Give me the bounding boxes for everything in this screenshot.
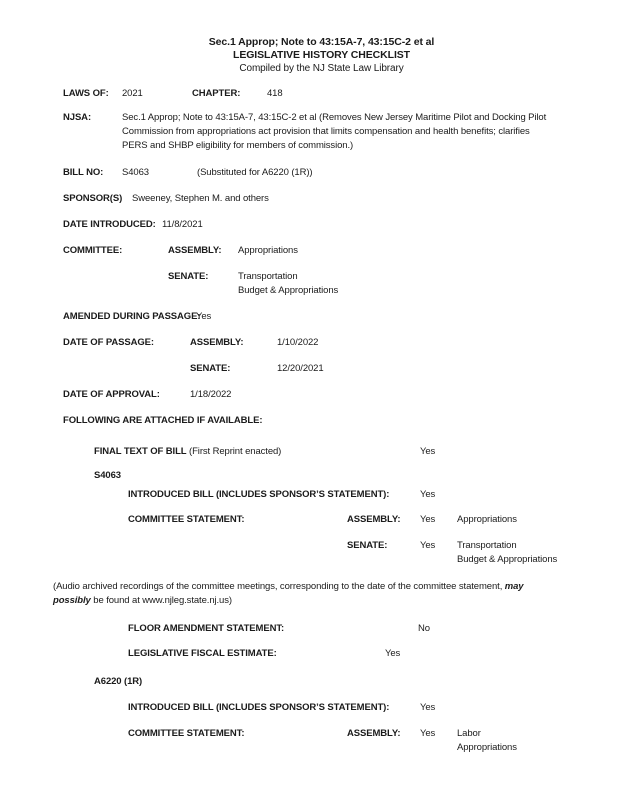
s4063-cs-senate-label: SENATE: xyxy=(347,540,388,551)
passage-senate-value: 12/20/2021 xyxy=(277,363,324,374)
final-text-note: (First Reprint enacted) xyxy=(186,446,282,457)
fiscal-estimate-label: LEGISLATIVE FISCAL ESTIMATE: xyxy=(128,648,277,659)
audio-note-url-text: be found at www.njleg.state.nj.us) xyxy=(90,595,232,606)
committee-senate-label: SENATE: xyxy=(168,271,209,282)
bill-substituted-note: (Substituted for A6220 (1R)) xyxy=(197,167,313,178)
final-text-row xyxy=(94,446,281,458)
date-introduced-value: 11/8/2021 xyxy=(162,219,203,230)
sponsors-label: SPONSOR(S) xyxy=(63,193,123,204)
approval-value: 1/18/2022 xyxy=(190,389,232,400)
njsa-label: NJSA: xyxy=(63,112,92,123)
committee-assembly-value: Appropriations xyxy=(238,245,298,256)
a6220-cs-assembly-value: Yes xyxy=(420,728,436,739)
passage-senate-label: SENATE: xyxy=(190,363,231,374)
committee-senate-value-2: Budget & Appropriations xyxy=(238,285,339,296)
njsa-text-line1: Sec.1 Approp; Note to 43:15A-7, 43:15C-2 et al (Removes New Jersey Maritime Pilot and Docking Pilot xyxy=(122,112,547,123)
date-introduced-label: DATE INTRODUCED: xyxy=(63,219,156,230)
s4063-cs-senate-committee-1: Transportation xyxy=(457,540,517,551)
a6220-introduced-bill-value: Yes xyxy=(420,702,436,713)
s4063-committee-statement-label: COMMITTEE STATEMENT: xyxy=(128,514,245,525)
passage-assembly-label: ASSEMBLY: xyxy=(190,337,244,348)
a6220-cs-committee-2: Appropriations xyxy=(457,742,517,753)
amended-label: AMENDED DURING PASSAGE: xyxy=(63,311,201,322)
s4063-cs-assembly-label: ASSEMBLY: xyxy=(347,514,401,525)
laws-of-value: 2021 xyxy=(122,88,143,99)
sponsors-value: Sweeney, Stephen M. and others xyxy=(132,193,269,204)
s4063-cs-senate-value: Yes xyxy=(420,540,436,551)
final-text-value: Yes xyxy=(420,446,436,457)
committee-senate-value-1: Transportation xyxy=(238,271,298,282)
s4063-introduced-bill-label: INTRODUCED BILL (INCLUDES SPONSOR’S STATEMENT): xyxy=(128,489,390,500)
committee-label: COMMITTEE: xyxy=(63,245,123,256)
passage-label: DATE OF PASSAGE: xyxy=(63,337,154,348)
s4063-cs-assembly-committee: Appropriations xyxy=(457,514,517,525)
audio-note-text: (Audio archived recordings of the committee meetings, corresponding to the date of the committee statement, xyxy=(53,581,505,592)
a6220-cs-assembly-label: ASSEMBLY: xyxy=(347,728,401,739)
a6220-committee-statement-label: COMMITTEE STATEMENT: xyxy=(128,728,245,739)
attached-heading: FOLLOWING ARE ATTACHED IF AVAILABLE: xyxy=(63,415,263,426)
doc-subject: Sec.1 Approp; Note to 43:15A-7, 43:15C-2 et al xyxy=(208,36,435,48)
njsa-text-line2: Commission from appropriations act provision that limits compensation and health benefits; clarifies xyxy=(122,126,530,137)
a6220-heading: A6220 (1R) xyxy=(94,676,143,687)
committee-assembly-label: ASSEMBLY: xyxy=(168,245,222,256)
s4063-cs-senate-committee-2: Budget & Appropriations xyxy=(457,554,558,565)
doc-title: LEGISLATIVE HISTORY CHECKLIST xyxy=(233,49,410,61)
passage-assembly-value: 1/10/2022 xyxy=(277,337,319,348)
floor-amendment-label: FLOOR AMENDMENT STATEMENT: xyxy=(128,623,285,634)
approval-label: DATE OF APPROVAL: xyxy=(63,389,160,400)
s4063-introduced-bill-value: Yes xyxy=(420,489,436,500)
audio-note-line1 xyxy=(53,581,524,593)
s4063-heading: S4063 xyxy=(94,470,121,481)
fiscal-estimate-value: Yes xyxy=(385,648,401,659)
audio-note-emphasis-may: may xyxy=(504,581,524,592)
a6220-cs-committee-1: Labor xyxy=(457,728,481,739)
laws-of-label: LAWS OF: xyxy=(63,88,109,99)
njsa-text-line3: PERS and SHBP eligibility for members of commission.) xyxy=(122,140,354,151)
a6220-introduced-bill-label: INTRODUCED BILL (INCLUDES SPONSOR’S STATEMENT): xyxy=(128,702,390,713)
s4063-cs-assembly-value: Yes xyxy=(420,514,436,525)
audio-note-emphasis-possibly: possibly xyxy=(53,595,91,606)
final-text-label: FINAL TEXT OF BILL xyxy=(94,446,187,457)
floor-amendment-value: No xyxy=(418,623,430,634)
bill-no-value: S4063 xyxy=(122,167,149,178)
chapter-value: 418 xyxy=(267,88,283,99)
audio-note-line2 xyxy=(53,595,232,607)
chapter-label: CHAPTER: xyxy=(192,88,241,99)
amended-value: Yes xyxy=(196,311,212,322)
doc-compiler: Compiled by the NJ State Law Library xyxy=(239,63,404,74)
bill-no-label: BILL NO: xyxy=(63,167,104,178)
